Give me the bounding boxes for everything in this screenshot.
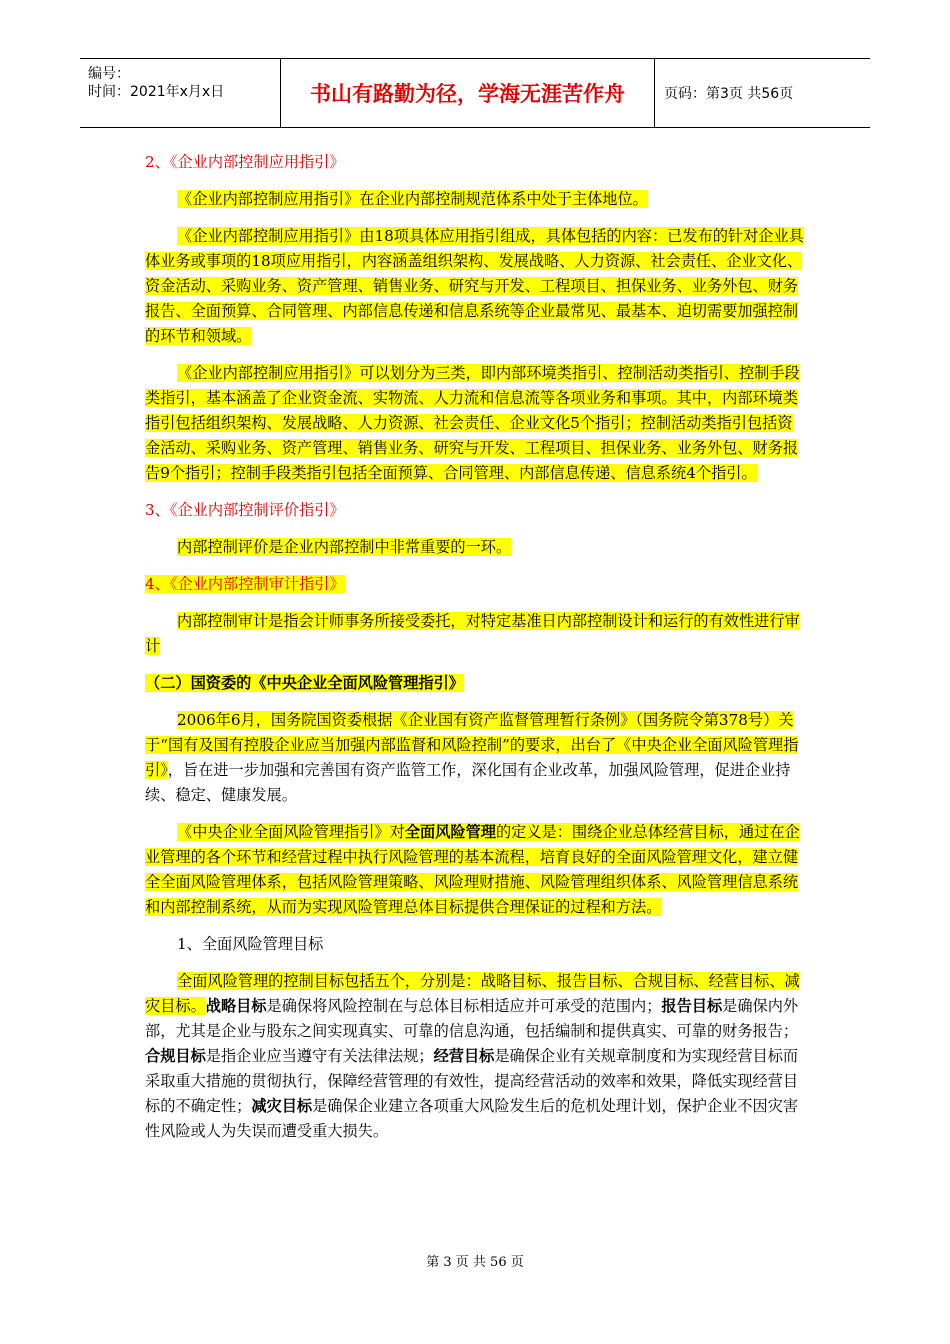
paragraph-text: 是确保内外部，尤其是企业与股东之间实现真实、可靠的信息沟通，包括编制和提供真实、可靠的财务报告； bbox=[145, 997, 799, 1040]
bold-term: 减灾目标 bbox=[251, 1097, 313, 1115]
document-body bbox=[145, 150, 807, 1144]
highlighted-text: 《企业内部控制应用指引》在企业内部控制规范体系中处于主体地位。 bbox=[177, 190, 648, 208]
bold-term: 合规目标 bbox=[145, 1047, 206, 1065]
header-motto: 书山有路勤为径，学海无涯苦作舟 bbox=[281, 59, 655, 127]
highlighted-text: 2006年6月，国务院国资委根据《企业国有资产监督管理暂行条例》（国务院令第378号）关于“国有及国有控股企业应当加强内部监督和风险控制”的要求，出台了《中央企业全面风险管理指引》 bbox=[145, 711, 799, 779]
bold-term: 战略目标 bbox=[205, 997, 267, 1015]
paragraph-text: ，旨在进一步加强和完善国有资产监管工作，深化国有企业改革，加强风险管理，促进企业持续、稳定、健康发展。 bbox=[145, 761, 791, 804]
paragraph bbox=[145, 820, 807, 920]
highlighted-text: 4、《企业内部控制审计指引》 bbox=[145, 575, 345, 593]
highlighted-text: （二）国资委的《中央企业全面风险管理指引》 bbox=[145, 674, 464, 692]
page-footer: 第 3 页 共 56 页 bbox=[426, 1255, 524, 1270]
bold-term: 经营目标 bbox=[433, 1047, 495, 1065]
highlighted-text: 的定义是：围绕企业总体经营目标，通过在企业管理的各个环节和经营过程中执行风险管理的基本流程，培育良好的全面风险管理文化，建立健全全面风险管理体系，包括风险管理策略、风险理财措施、风险管理组织体系、风险管理信息系统和内部控制系统，从而为实现风险管理总体目标提供合理保证的过程和方法。 bbox=[145, 823, 800, 916]
page-header bbox=[80, 58, 870, 128]
subsection-heading: 1、全面风险管理目标 bbox=[177, 935, 324, 953]
highlighted-text: 内部控制评价是企业内部控制中非常重要的一环。 bbox=[177, 538, 512, 556]
paragraph bbox=[145, 361, 807, 486]
paragraph-text: 是指企业应当遵守有关法律法规； bbox=[205, 1047, 434, 1065]
highlighted-text: 内部控制审计是指会计师事务所接受委托，对特定基准日内部控制设计和运行的有效性进行审计 bbox=[145, 612, 800, 655]
subsection-heading bbox=[145, 671, 807, 696]
paragraph bbox=[145, 187, 807, 212]
highlighted-text: 《企业内部控制应用指引》由18项具体应用指引组成，具体包括的内容：已发布的针对企业具体业务或事项的18项应用指引，内容涵盖组织架构、发展战略、人力资源、社会责任、企业文化、资金活动、采购业务、资产管理、销售业务、研究与开发、工程项目、担保业务、业务外包、财务报告、全面预算、合同管理、内部信息传递和信息系统等企业最常见、最基本、迫切需要加强控制的环节和领域。 bbox=[145, 227, 804, 345]
header-page-info: 页码：第3页 共56页 bbox=[664, 86, 794, 102]
document-time-label: 时间：2021年x月x日 bbox=[88, 84, 225, 100]
section-heading-4 bbox=[145, 572, 807, 597]
header-meta bbox=[80, 59, 281, 127]
section-heading-2: 2、《企业内部控制应用指引》 bbox=[145, 153, 345, 171]
paragraph bbox=[145, 224, 807, 349]
paragraph-text: 是确保将风险控制在与总体目标相适应并可承受的范围内； bbox=[266, 997, 662, 1015]
document-number-label: 编号： bbox=[88, 66, 130, 82]
paragraph-text: 是确保企业建立各项重大风险发生后的危机处理计划，保护企业不因灾害性风险或人为失误而遭受重大损失。 bbox=[145, 1097, 799, 1140]
bold-term: 报告目标 bbox=[661, 997, 723, 1015]
highlighted-text: 全面风险管理的控制目标包括五个，分别是：战略目标、报告目标、合规目标、经营目标、减灾目标。 bbox=[145, 972, 800, 1015]
paragraph bbox=[145, 969, 807, 1144]
bold-term: 全面风险管理 bbox=[404, 823, 496, 841]
highlighted-text: 《企业内部控制应用指引》可以划分为三类，即内部环境类指引、控制活动类指引、控制手段类指引，基本涵盖了企业资金流、实物流、人力流和信息流等各项业务和事项。其中，内部环境类指引包括组织架构、发展战略、人力资源、社会责任、企业文化5个指引；控制活动类指引包括资金活动、采购业务、资产管理、销售业务、研究与开发、工程项目、担保业务、业务外包、财务报告9个指引；控制手段类指引包括全面预算、合同管理、内部信息传递、信息系统4个指引。 bbox=[145, 364, 800, 482]
paragraph bbox=[145, 609, 807, 659]
paragraph bbox=[145, 708, 807, 808]
highlighted-text: 《中央企业全面风险管理指引》对 bbox=[177, 823, 405, 841]
paragraph bbox=[145, 535, 807, 560]
section-heading-3: 3、《企业内部控制评价指引》 bbox=[145, 501, 345, 519]
paragraph-text: 是确保企业有关规章制度和为实现经营目标而采取重大措施的贯彻执行，保障经营管理的有效性，提高经营活动的效率和效果，降低实现经营目标的不确定性； bbox=[145, 1047, 799, 1115]
